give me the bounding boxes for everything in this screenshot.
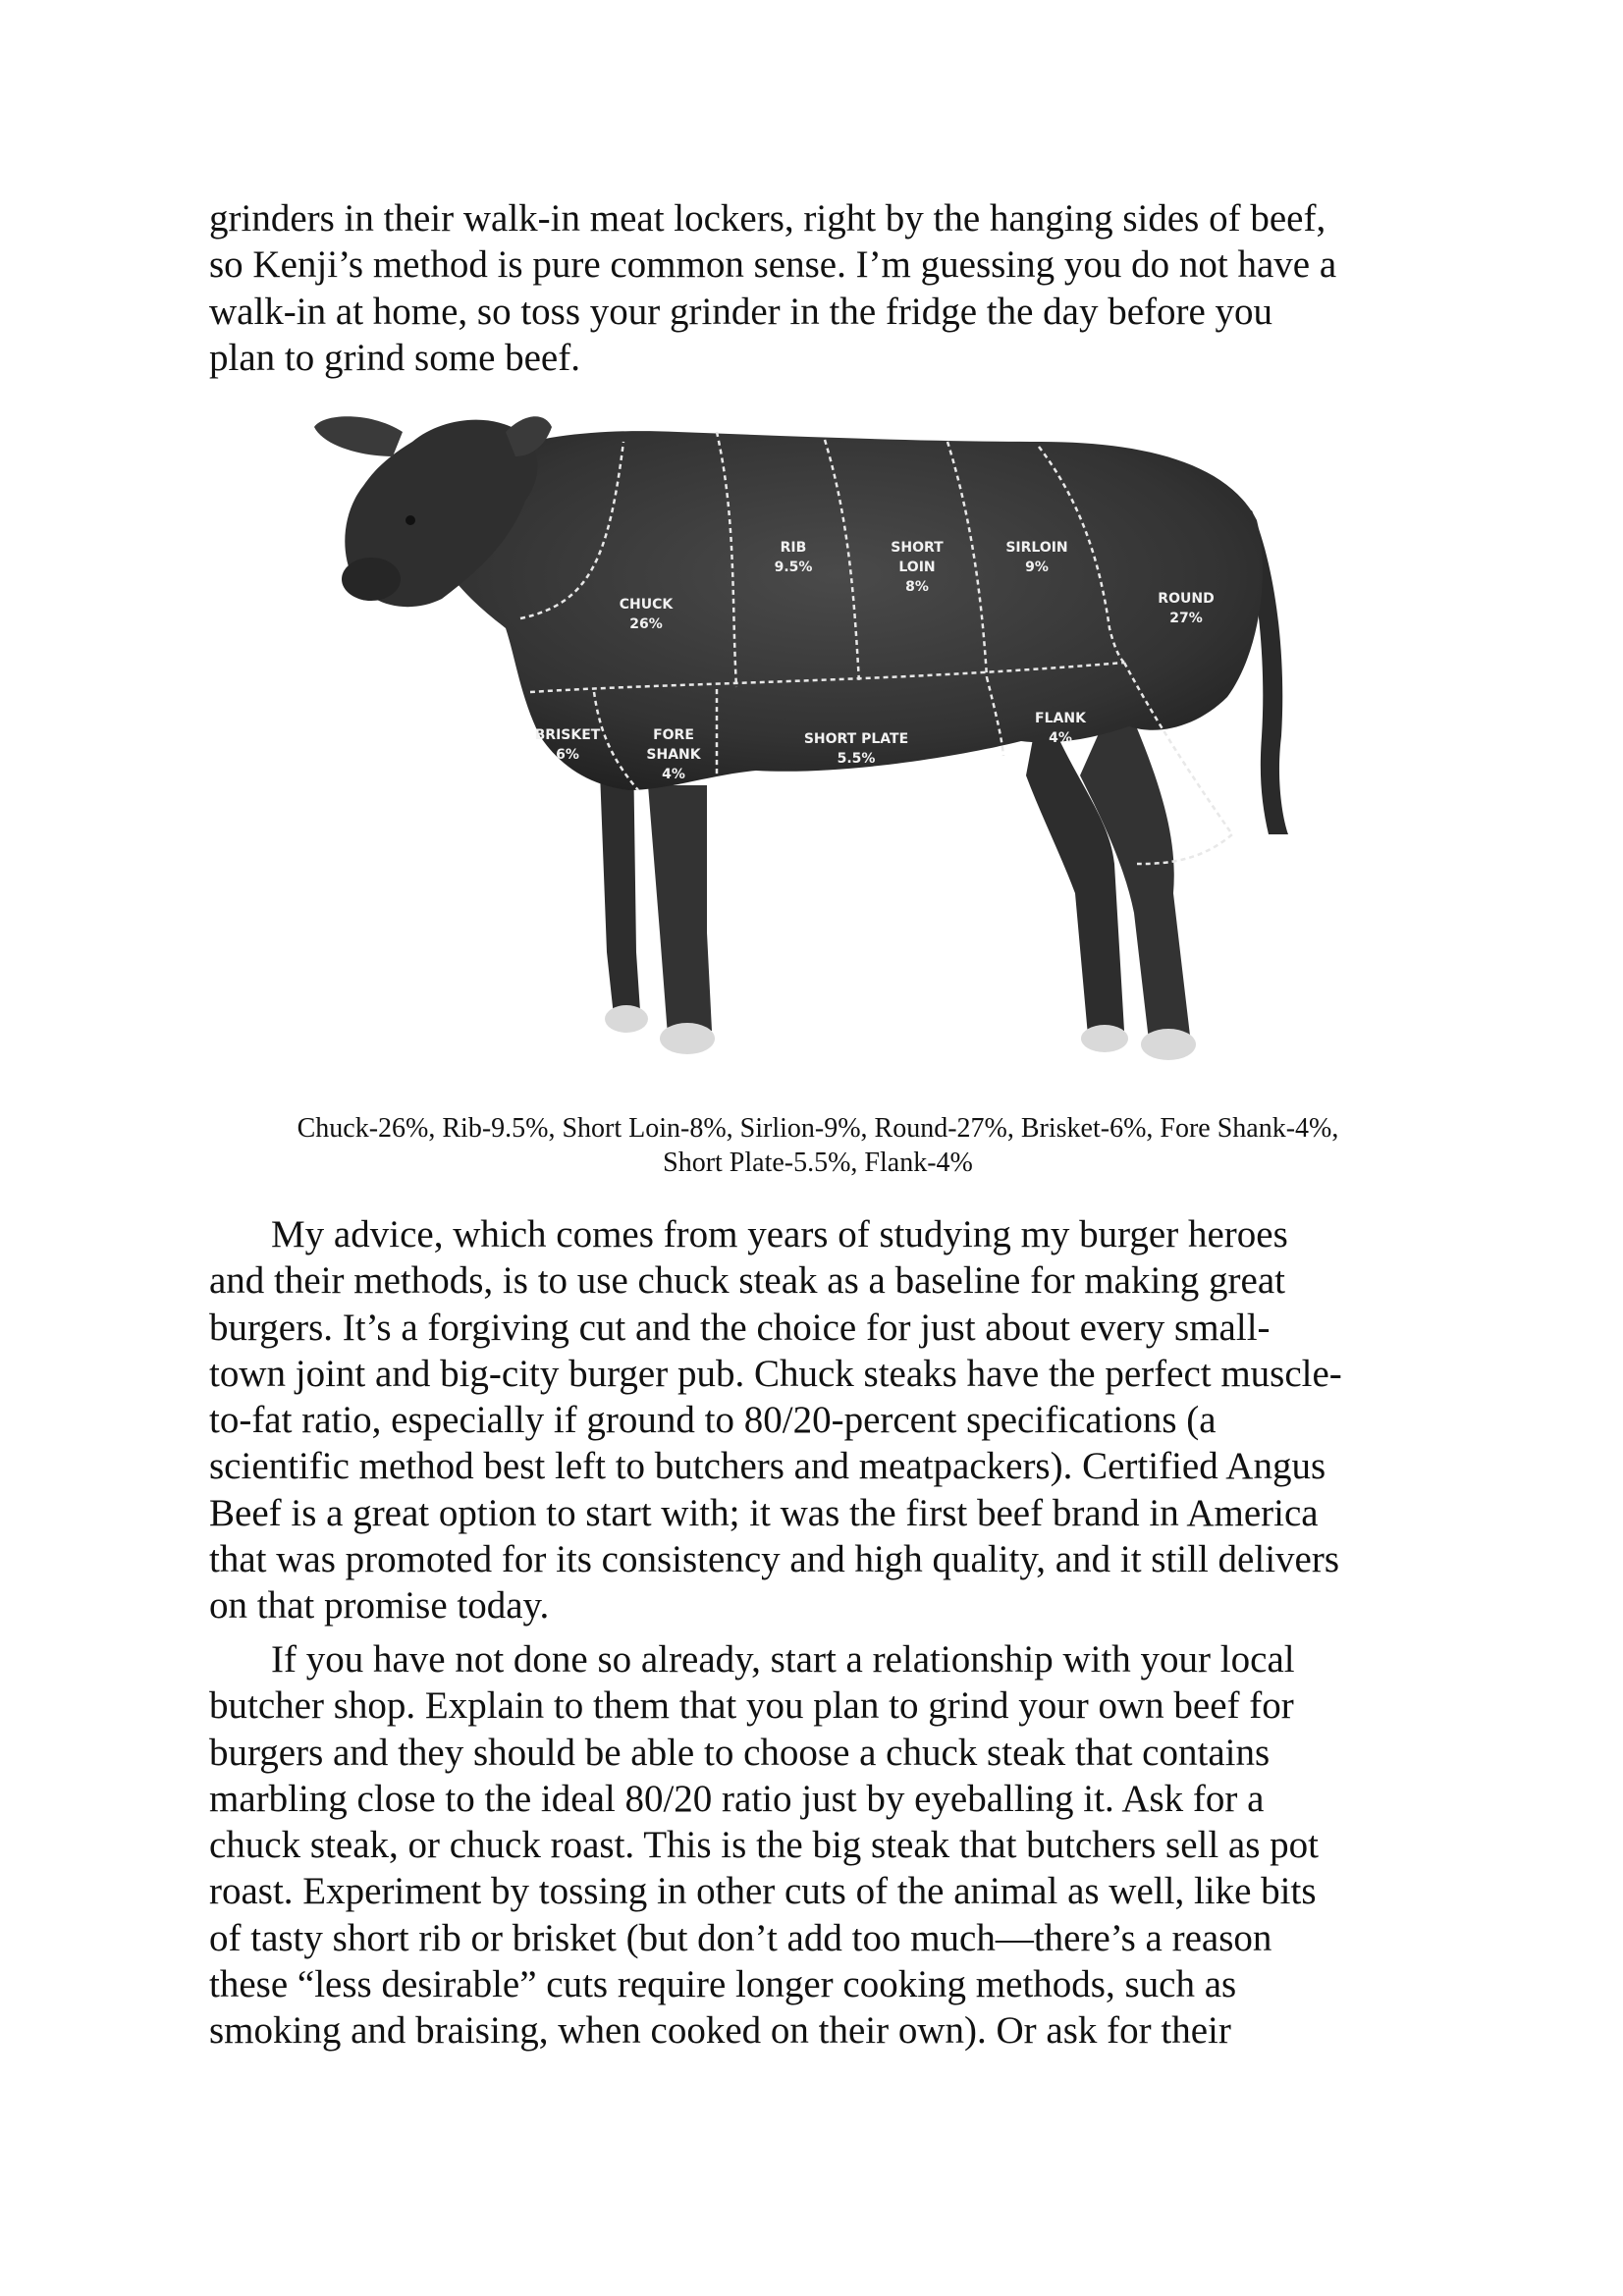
cow-illustration [295, 402, 1335, 1080]
caption-line: Chuck-26%, Rib-9.5%, Short Loin-8%, Sirlion-9%, Round-27%, Brisket-6%, Fore Shank-4%, [297, 1113, 1339, 1144]
text-line: that was promoted for its consistency and high quality, and it still delivers [209, 1538, 1340, 1581]
hoof [1081, 1025, 1128, 1052]
paragraph-top [209, 195, 1427, 381]
label-fore-shank: FORE SHANK 4% [646, 727, 701, 782]
figure-caption [209, 1111, 1427, 1180]
text-line: grinders in their walk-in meat lockers, right by the hanging sides of beef, [209, 197, 1326, 240]
text-line: My advice, which comes from years of studying my burger heroes [271, 1213, 1288, 1255]
text-line: roast. Experiment by tossing in other cuts of the animal as well, like bits [209, 1870, 1317, 1913]
text-line: butcher shop. Explain to them that you plan to grind your own beef for [209, 1684, 1294, 1728]
paragraph-advice [209, 1211, 1427, 1629]
text-line: to-fat ratio, especially if ground to 80/20-percent specifications (a [209, 1399, 1217, 1442]
label-short-loin: SHORT LOIN 8% [891, 540, 944, 595]
text-line: If you have not done so already, start a relationship with your local [271, 1638, 1295, 1681]
text-line: and their methods, is to use chuck steak as a baseline for making great [209, 1259, 1285, 1303]
text-line: of tasty short rib or brisket (but don’t add too much—there’s a reason [209, 1916, 1272, 1959]
caption-line: Short Plate-5.5%, Flank-4% [663, 1148, 973, 1178]
text-line: Beef is a great option to start with; it was the first beef brand in America [209, 1491, 1319, 1534]
paragraph-butcher [209, 1636, 1427, 2055]
text-line: walk-in at home, so toss your grinder in the fridge the day before you [209, 290, 1273, 333]
hoof [1141, 1029, 1196, 1060]
text-line: burgers and they should be able to choose a chuck steak that contains [209, 1731, 1271, 1774]
label-round: ROUND 27% [1158, 591, 1215, 626]
label-brisket: BRISKET 6% [534, 727, 601, 763]
label-sirloin: SIRLOIN 9% [1005, 540, 1068, 575]
eye [406, 515, 415, 525]
beef-cuts-figure [295, 402, 1335, 1080]
ear [314, 416, 403, 456]
text-line: chuck steak, or chuck roast. This is the big steak that butchers sell as pot [209, 1824, 1320, 1867]
front-leg [648, 785, 712, 1036]
label-chuck: CHUCK 26% [619, 597, 674, 632]
text-line: these “less desirable” cuts require longer cooking methods, such as [209, 1963, 1237, 2006]
text-line: burgers. It’s a forgiving cut and the choice for just about every small- [209, 1306, 1271, 1349]
hoof [660, 1023, 715, 1054]
text-line: town joint and big-city burger pub. Chuck steaks have the perfect muscle- [209, 1352, 1342, 1395]
text-line: smoking and braising, when cooked on their own). Or ask for their [209, 2009, 1231, 2053]
muzzle [342, 558, 401, 601]
text-line: plan to grind some beef. [209, 336, 580, 379]
label-rib: RIB 9.5% [774, 540, 813, 575]
label-flank: FLANK 4% [1035, 711, 1086, 746]
label-short-plate: SHORT PLATE 5.5% [803, 731, 909, 767]
text-line: on that promise today. [209, 1584, 550, 1628]
text-line: scientific method best left to butchers and meatpackers). Certified Angus [209, 1445, 1326, 1488]
hoof [605, 1005, 648, 1033]
text-line: so Kenji’s method is pure common sense. I’m guessing you do not have a [209, 243, 1337, 287]
text-line: marbling close to the ideal 80/20 ratio just by eyeballing it. Ask for a [209, 1777, 1265, 1820]
